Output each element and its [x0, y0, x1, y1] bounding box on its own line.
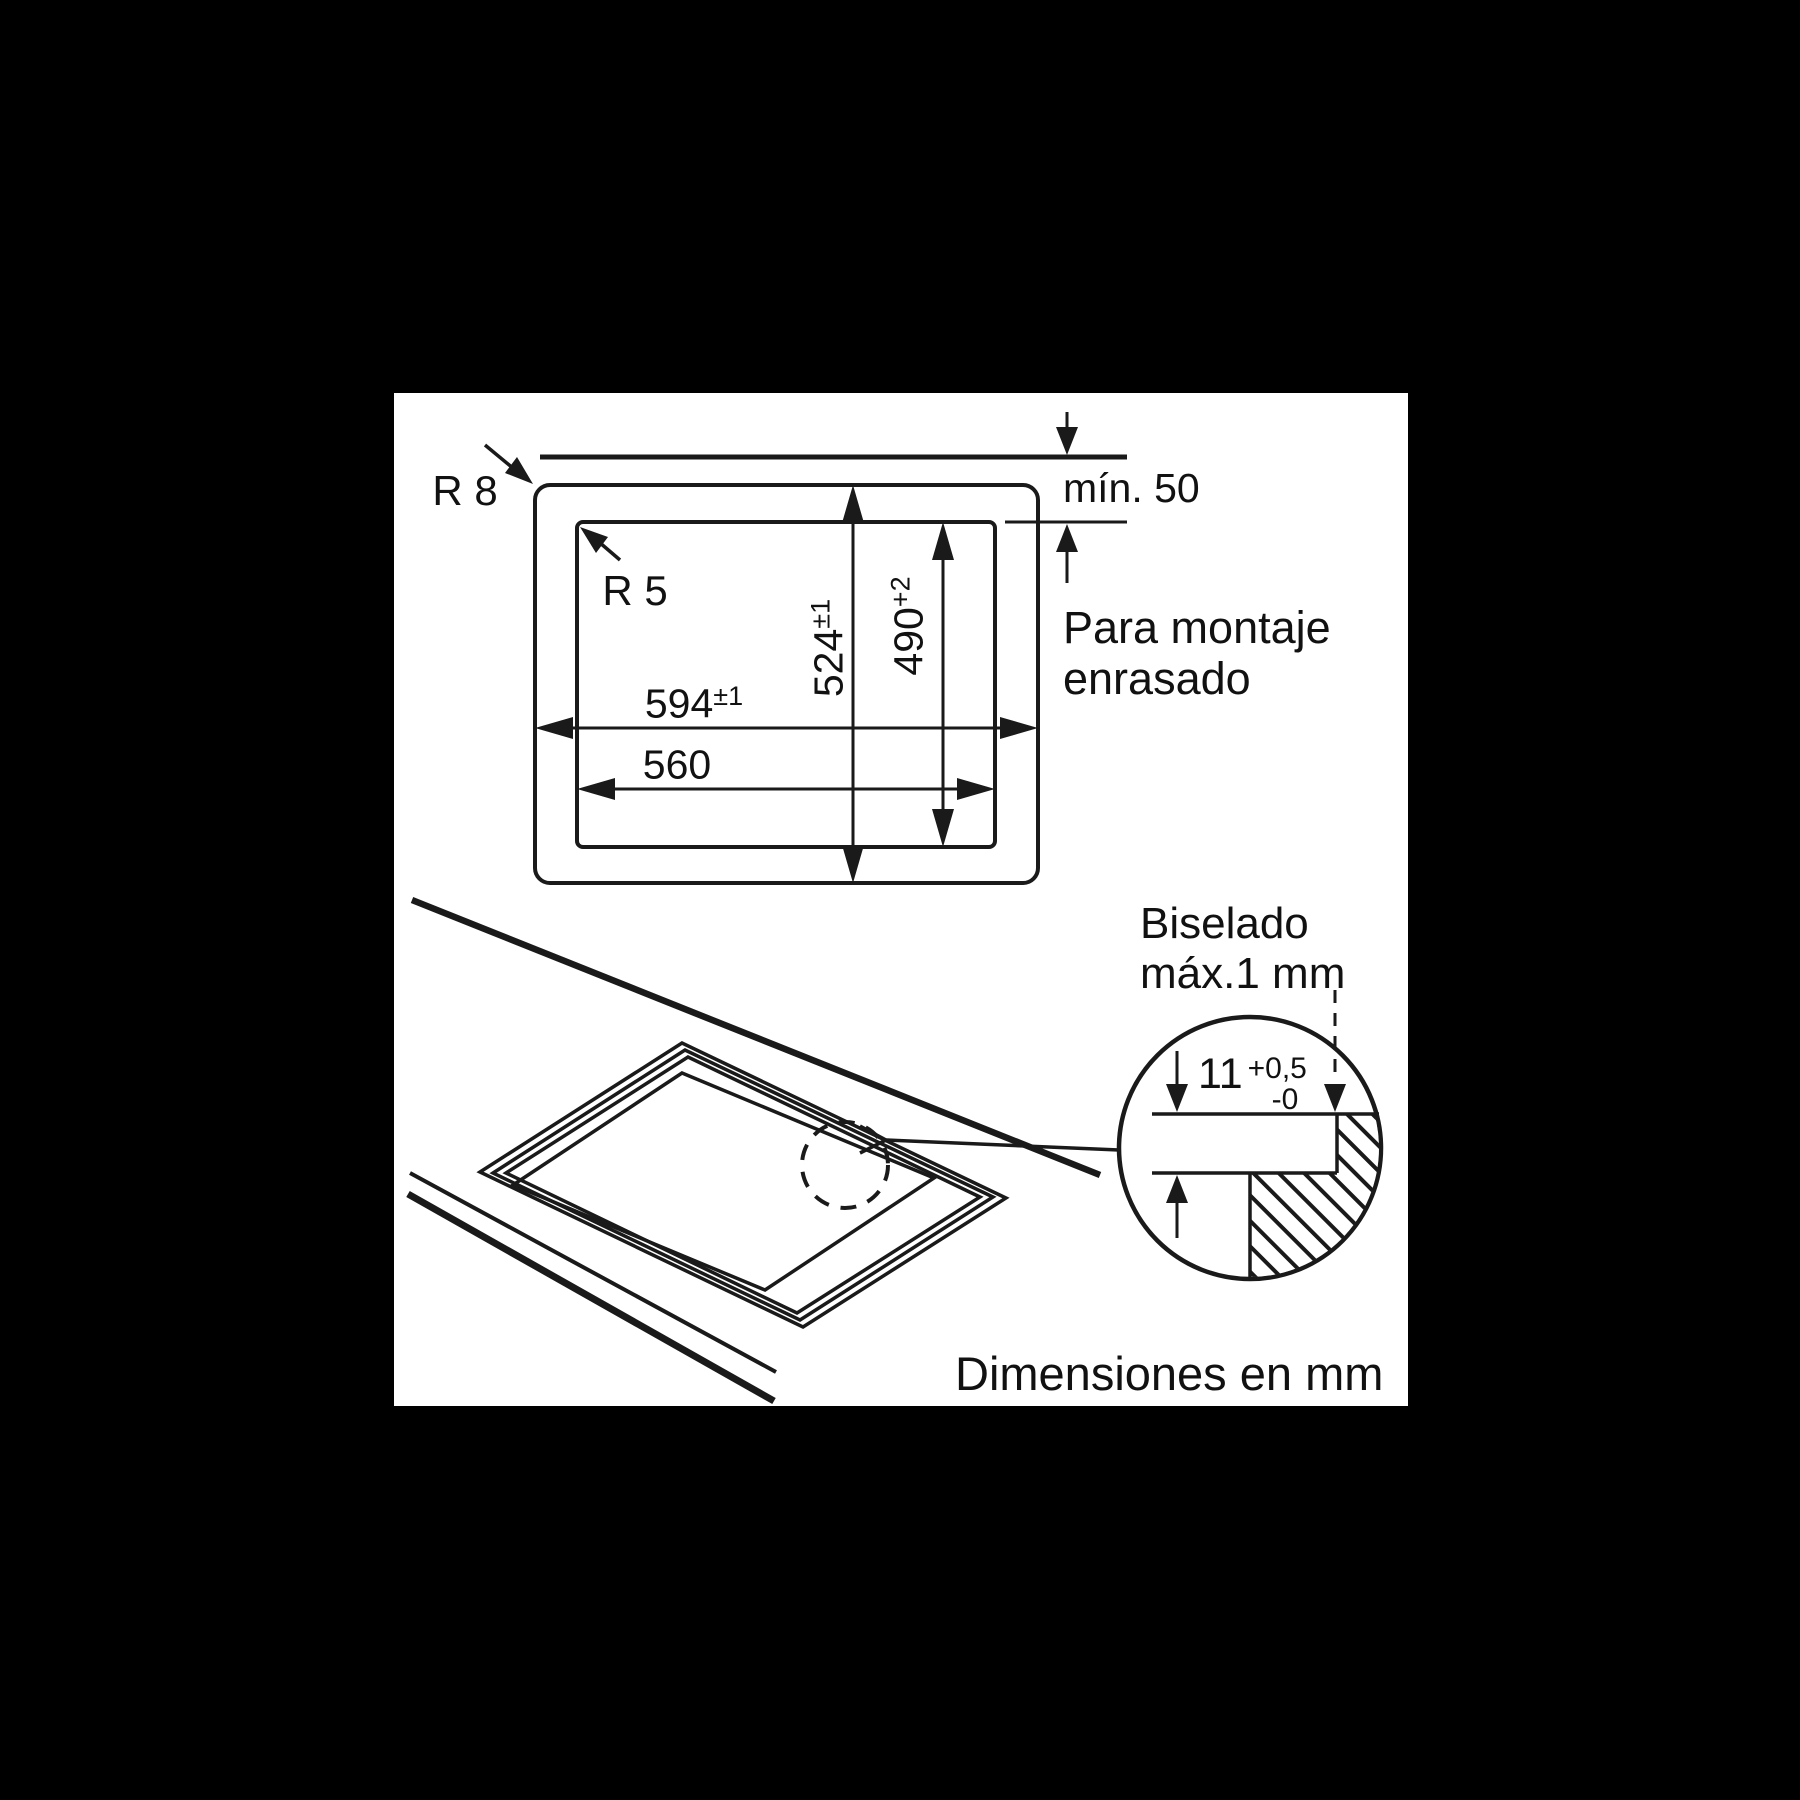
flush-mount-note-line1: Para montaje	[1063, 602, 1331, 653]
flush-mount-note-line2: enrasado	[1063, 653, 1251, 704]
bevel-note-line1: Biselado	[1140, 899, 1309, 948]
detail-view	[1119, 990, 1408, 1308]
depth-tolerance-minus: -0	[1271, 1083, 1299, 1116]
r5-leader-arrow	[580, 527, 620, 560]
recess-outline-1	[480, 1043, 1006, 1327]
min50-clearance-label: mín. 50	[1063, 465, 1200, 511]
depth-tolerance-stack	[1248, 1053, 1307, 1115]
dim-height-outer-tolerance: ±1	[805, 598, 836, 629]
dim-width-outer-tolerance: ±1	[713, 681, 744, 711]
bevel-note	[1140, 899, 1345, 999]
flush-mount-note	[1063, 602, 1331, 704]
dim-width-outer-label	[645, 679, 743, 728]
cutout-outer-rect	[535, 485, 1038, 883]
dim-height-inner-label	[884, 576, 933, 675]
dim-height-outer-label	[804, 599, 853, 697]
worktop-back-edge	[412, 900, 1100, 1175]
dim-width-outer-value: 594	[644, 680, 714, 727]
dim-width-inner-value: 560	[642, 741, 712, 788]
r5-radius-label: R 5	[602, 567, 668, 614]
dim-height-inner	[932, 522, 954, 847]
dim-height-outer-value: 524	[805, 628, 852, 698]
dim-height-inner-value: 490	[885, 607, 932, 676]
dim-width-outer	[535, 717, 1038, 739]
dim-width-inner-label	[643, 740, 711, 789]
diagram-paper	[394, 393, 1408, 1406]
dim-width-inner	[577, 778, 995, 800]
depth-value: 11	[1198, 1050, 1243, 1098]
r8-radius-label: R 8	[432, 467, 498, 514]
bevel-note-line2: máx.1 mm	[1140, 949, 1346, 998]
depth-tolerance-plus: +0,5	[1247, 1052, 1307, 1085]
units-note: Dimensiones en mm	[955, 1347, 1384, 1400]
cutout-hole-outline	[513, 1073, 934, 1290]
isometric-view	[408, 900, 1119, 1401]
dim-height-inner-tolerance: +2	[885, 576, 916, 608]
depth-dimension-label	[1198, 1050, 1307, 1116]
